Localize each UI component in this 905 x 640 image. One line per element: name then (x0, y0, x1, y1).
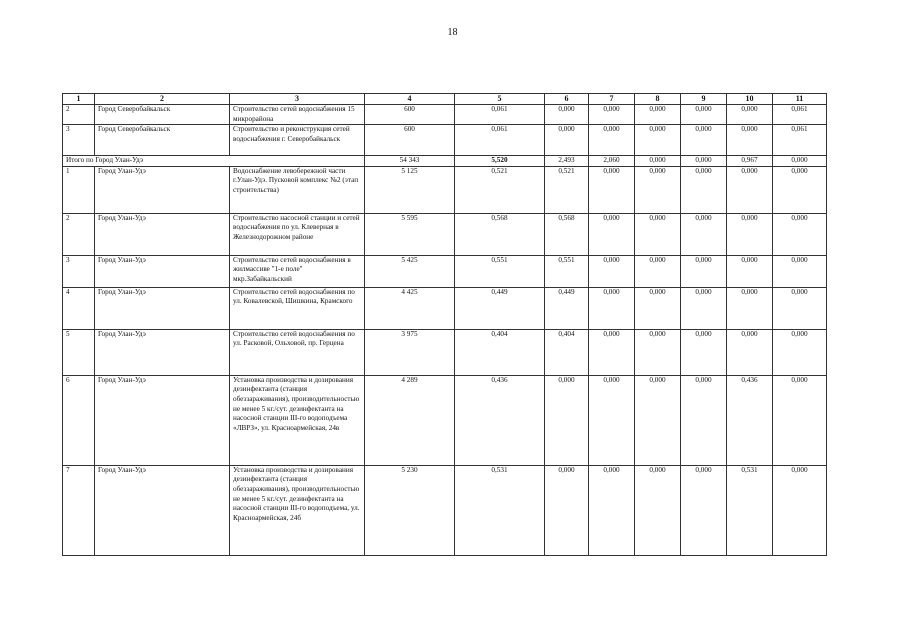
cell-col9: 0,000 (681, 465, 727, 555)
total-label: Итого по Город Улан-Удэ (63, 156, 365, 167)
total-col8: 0,000 (635, 156, 681, 167)
cell-col4: 5 230 (365, 465, 455, 555)
cell-col5: 0,061 (455, 125, 545, 156)
total-col9: 0,000 (681, 156, 727, 167)
row-number: 7 (63, 465, 95, 555)
cell-col9: 0,000 (681, 166, 727, 213)
cell-col8: 0,000 (635, 329, 681, 375)
cell-col6: 0,568 (545, 213, 589, 255)
cell-col11: 0,061 (773, 125, 827, 156)
cell-col7: 0,000 (589, 255, 635, 287)
header-cell: 9 (681, 94, 727, 105)
cell-col5: 0,061 (455, 105, 545, 125)
cell-col4: 600 (365, 105, 455, 125)
row-number: 1 (63, 166, 95, 213)
row-number: 2 (63, 213, 95, 255)
row-city: Город Улан-Удэ (95, 213, 230, 255)
header-cell: 6 (545, 94, 589, 105)
row-city: Город Улан-Удэ (95, 329, 230, 375)
row-city: Город Улан-Удэ (95, 255, 230, 287)
cell-col6: 0,521 (545, 166, 589, 213)
cell-col4: 4 425 (365, 287, 455, 329)
header-cell: 4 (365, 94, 455, 105)
table-row (63, 329, 827, 375)
cell-col9: 0,000 (681, 255, 727, 287)
cell-col11: 0,061 (773, 105, 827, 125)
header-cell: 7 (589, 94, 635, 105)
cell-col9: 0,000 (681, 105, 727, 125)
cell-col11: 0,000 (773, 329, 827, 375)
table-row (63, 166, 827, 213)
cell-col11: 0,000 (773, 255, 827, 287)
header-cell: 10 (727, 94, 773, 105)
total-col4: 54 343 (365, 156, 455, 167)
cell-col4: 5 425 (365, 255, 455, 287)
cell-col7: 0,000 (589, 287, 635, 329)
cell-col6: 0,449 (545, 287, 589, 329)
row-description: Строительство сетей водоснабжения по ул. Ковалевской, Шишкина, Крамского (230, 287, 365, 329)
cell-col8: 0,000 (635, 287, 681, 329)
total-col10: 0,967 (727, 156, 773, 167)
cell-col4: 3 975 (365, 329, 455, 375)
cell-col10: 0,000 (727, 125, 773, 156)
data-table (62, 93, 827, 556)
header-cell: 1 (63, 94, 95, 105)
row-number: 3 (63, 255, 95, 287)
cell-col10: 0,000 (727, 329, 773, 375)
cell-col9: 0,000 (681, 375, 727, 465)
cell-col11: 0,000 (773, 287, 827, 329)
row-description: Строительство и реконструкция сетей водоснабжения г. Северобайкальск (230, 125, 365, 156)
header-row (63, 94, 827, 105)
row-description: Установка производства и дозирования дезинфектанта (станция обеззараживания), производительностью не менее 5 кг./сут. дезинфектанта на насосной станции III-го водоподъема «ЛВРЗ», ул. Красноармейская, 24в (230, 375, 365, 465)
cell-col9: 0,000 (681, 213, 727, 255)
table-row (63, 255, 827, 287)
cell-col8: 0,000 (635, 213, 681, 255)
cell-col9: 0,000 (681, 287, 727, 329)
cell-col8: 0,000 (635, 255, 681, 287)
table-row (63, 213, 827, 255)
table-row (63, 125, 827, 156)
cell-col5: 0,521 (455, 166, 545, 213)
row-description: Установка производства и дозирования дезинфектанта (станция обеззараживания), производительностью не менее 5 кг./сут. дезинфектанта на насосной станции III-го водоподъема, ул. Красноармейская, 24б (230, 465, 365, 555)
cell-col8: 0,000 (635, 375, 681, 465)
cell-col6: 0,000 (545, 375, 589, 465)
cell-col11: 0,000 (773, 213, 827, 255)
cell-col7: 0,000 (589, 329, 635, 375)
row-city: Город Улан-Удэ (95, 375, 230, 465)
cell-col4: 600 (365, 125, 455, 156)
cell-col10: 0,000 (727, 287, 773, 329)
row-description: Строительство сетей водоснабжения по ул. Расковой, Ольховой, пр. Герцена (230, 329, 365, 375)
header-cell: 11 (773, 94, 827, 105)
cell-col7: 0,000 (589, 375, 635, 465)
total-col7: 2,060 (589, 156, 635, 167)
cell-col11: 0,000 (773, 166, 827, 213)
cell-col10: 0,000 (727, 213, 773, 255)
cell-col10: 0,000 (727, 255, 773, 287)
total-col5: 5,520 (455, 156, 545, 167)
header-cell: 3 (230, 94, 365, 105)
row-city: Город Улан-Удэ (95, 166, 230, 213)
row-description: Строительство сетей водоснабжения в жилмассиве "1-е поле" мкр.Забайкальский (230, 255, 365, 287)
cell-col8: 0,000 (635, 465, 681, 555)
row-city: Город Улан-Удэ (95, 465, 230, 555)
cell-col10: 0,000 (727, 166, 773, 213)
header-cell: 5 (455, 94, 545, 105)
cell-col7: 0,000 (589, 465, 635, 555)
cell-col4: 5 595 (365, 213, 455, 255)
cell-col4: 5 125 (365, 166, 455, 213)
cell-col9: 0,000 (681, 125, 727, 156)
row-number: 3 (63, 125, 95, 156)
row-city: Город Северобайкальск (95, 105, 230, 125)
cell-col5: 0,531 (455, 465, 545, 555)
cell-col7: 0,000 (589, 125, 635, 156)
cell-col7: 0,000 (589, 166, 635, 213)
row-number: 2 (63, 105, 95, 125)
cell-col6: 0,000 (545, 105, 589, 125)
cell-col5: 0,449 (455, 287, 545, 329)
row-description: Строительство сетей водоснабжения 15 микрорайона (230, 105, 365, 125)
cell-col6: 0,000 (545, 465, 589, 555)
cell-col6: 0,000 (545, 125, 589, 156)
cell-col5: 0,436 (455, 375, 545, 465)
row-description: Строительство насосной станции и сетей водоснабжения по ул. Клеверная в Железнодорожном районе (230, 213, 365, 255)
header-cell: 8 (635, 94, 681, 105)
row-number: 6 (63, 375, 95, 465)
cell-col4: 4 289 (365, 375, 455, 465)
cell-col6: 0,404 (545, 329, 589, 375)
cell-col8: 0,000 (635, 105, 681, 125)
table-row (63, 105, 827, 125)
row-number: 4 (63, 287, 95, 329)
cell-col9: 0,000 (681, 329, 727, 375)
cell-col8: 0,000 (635, 125, 681, 156)
total-col6: 2,493 (545, 156, 589, 167)
cell-col10: 0,531 (727, 465, 773, 555)
cell-col6: 0,551 (545, 255, 589, 287)
cell-col5: 0,551 (455, 255, 545, 287)
header-cell: 2 (95, 94, 230, 105)
cell-col8: 0,000 (635, 166, 681, 213)
table-row (63, 287, 827, 329)
cell-col10: 0,000 (727, 105, 773, 125)
cell-col11: 0,000 (773, 375, 827, 465)
table-row (63, 465, 827, 555)
cell-col5: 0,404 (455, 329, 545, 375)
page-number: 18 (447, 27, 458, 38)
table-row (63, 375, 827, 465)
cell-col10: 0,436 (727, 375, 773, 465)
cell-col5: 0,568 (455, 213, 545, 255)
cell-col7: 0,000 (589, 213, 635, 255)
row-city: Город Улан-Удэ (95, 287, 230, 329)
cell-col11: 0,000 (773, 465, 827, 555)
cell-col7: 0,000 (589, 105, 635, 125)
row-number: 5 (63, 329, 95, 375)
total-row (63, 156, 827, 167)
total-col11: 0,000 (773, 156, 827, 167)
row-city: Город Северобайкальск (95, 125, 230, 156)
row-description: Водоснабжение левобережной части г.Улан-Удэ. Пусковой комплекс №2 (этап строительства) (230, 166, 365, 213)
